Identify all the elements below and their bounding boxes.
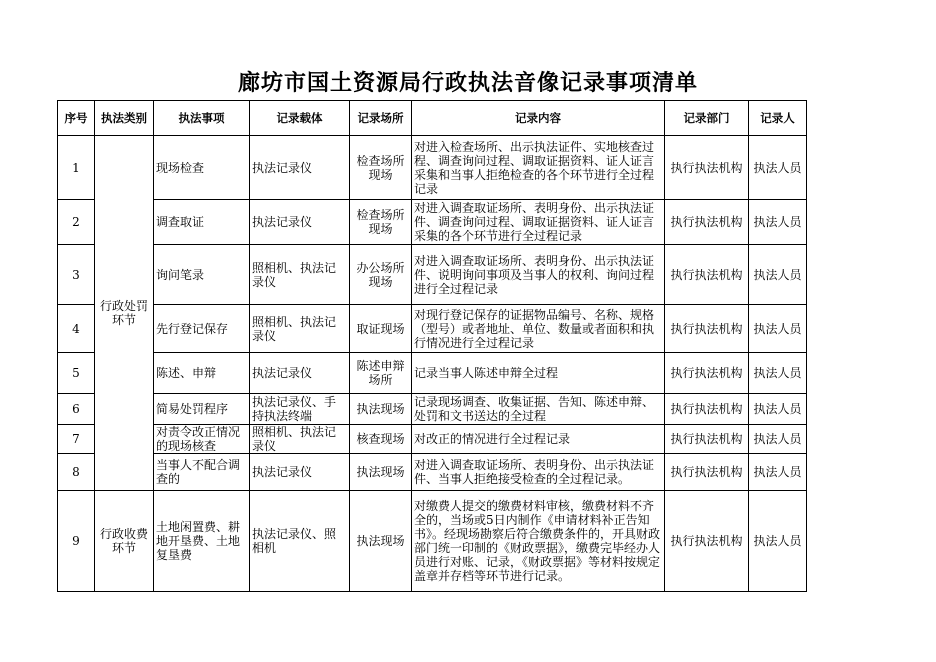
person-cell: 执法人员 bbox=[749, 353, 807, 394]
table-row bbox=[58, 136, 807, 200]
dept-cell: 执行执法机构 bbox=[665, 136, 749, 200]
place-cell: 陈述申辩场所 bbox=[350, 353, 412, 394]
table-row bbox=[58, 305, 807, 353]
row-number: 6 bbox=[58, 394, 95, 425]
person-cell: 执法人员 bbox=[749, 491, 807, 592]
carrier-cell: 照相机、执法记录仪 bbox=[250, 305, 350, 353]
carrier-cell: 执法记录仪、照相机 bbox=[250, 491, 350, 592]
table-row bbox=[58, 394, 807, 425]
header-cell: 记录部门 bbox=[665, 101, 749, 136]
carrier-cell: 照相机、执法记录仪 bbox=[250, 425, 350, 454]
place-cell: 执法现场 bbox=[350, 454, 412, 491]
header-cell: 记录场所 bbox=[350, 101, 412, 136]
item-cell: 询问笔录 bbox=[154, 245, 250, 305]
dept-cell: 执行执法机构 bbox=[665, 305, 749, 353]
carrier-cell: 执法记录仪 bbox=[250, 454, 350, 491]
item-cell: 调查取证 bbox=[154, 200, 250, 245]
table-row bbox=[58, 491, 807, 592]
carrier-cell: 照相机、执法记录仪 bbox=[250, 245, 350, 305]
table-row bbox=[58, 454, 807, 491]
content-cell: 记录现场调查、收集证据、告知、陈述申辩、处罚和文书送达的全过程 bbox=[412, 394, 665, 425]
header-cell: 记录人 bbox=[749, 101, 807, 136]
row-number: 9 bbox=[58, 491, 95, 592]
header-cell: 序号 bbox=[58, 101, 95, 136]
dept-cell: 执行执法机构 bbox=[665, 454, 749, 491]
carrier-cell: 执法记录仪、手持执法终端 bbox=[250, 394, 350, 425]
row-number: 5 bbox=[58, 353, 95, 394]
dept-cell: 执行执法机构 bbox=[665, 245, 749, 305]
dept-cell: 执行执法机构 bbox=[665, 425, 749, 454]
person-cell: 执法人员 bbox=[749, 200, 807, 245]
table-row bbox=[58, 353, 807, 394]
place-cell: 取证现场 bbox=[350, 305, 412, 353]
table-row bbox=[58, 200, 807, 245]
place-cell: 核查现场 bbox=[350, 425, 412, 454]
person-cell: 执法人员 bbox=[749, 245, 807, 305]
content-cell: 对进入调查取证场所、表明身份、出示执法证件、说明询问事项及当事人的权利、询问过程进行全过程记录 bbox=[412, 245, 665, 305]
person-cell: 执法人员 bbox=[749, 136, 807, 200]
content-cell: 对改正的情况进行全过程记录 bbox=[412, 425, 665, 454]
person-cell: 执法人员 bbox=[749, 305, 807, 353]
content-cell: 对进入调查取证场所、表明身份、出示执法证件、调查询问过程、调取证据资料、证人证言采集的各个环节进行全过程记录 bbox=[412, 200, 665, 245]
dept-cell: 执行执法机构 bbox=[665, 200, 749, 245]
records-table bbox=[57, 100, 807, 592]
row-number: 1 bbox=[58, 136, 95, 200]
place-cell: 检查场所现场 bbox=[350, 200, 412, 245]
place-cell: 执法现场 bbox=[350, 394, 412, 425]
place-cell: 执法现场 bbox=[350, 491, 412, 592]
carrier-cell: 执法记录仪 bbox=[250, 136, 350, 200]
person-cell: 执法人员 bbox=[749, 454, 807, 491]
dept-cell: 执行执法机构 bbox=[665, 491, 749, 592]
item-cell: 陈述、申辩 bbox=[154, 353, 250, 394]
item-cell: 简易处罚程序 bbox=[154, 394, 250, 425]
row-number: 2 bbox=[58, 200, 95, 245]
content-cell: 对进入调查取证场所、表明身份、出示执法证件、当事人拒绝接受检查的全过程记录。 bbox=[412, 454, 665, 491]
header-cell: 执法事项 bbox=[154, 101, 250, 136]
person-cell: 执法人员 bbox=[749, 425, 807, 454]
person-cell: 执法人员 bbox=[749, 394, 807, 425]
row-number: 8 bbox=[58, 454, 95, 491]
page-title: 廊坊市国土资源局行政执法音像记录事项清单 bbox=[237, 71, 698, 96]
carrier-cell: 执法记录仪 bbox=[250, 353, 350, 394]
header-cell: 记录载体 bbox=[250, 101, 350, 136]
content-cell: 对缴费人提交的缴费材料审核，缴费材料不齐全的，当场或5日内制作《申请材料补正告知书》。经现场勘察后符合缴费条件的，开具财政部门统一印制的《财政票据》，缴费完毕经办人员进行对账、记录，《财政票据》等材料按规定盖章并存档等环节进行记录。 bbox=[412, 491, 665, 592]
item-cell: 当事人不配合调查的 bbox=[154, 454, 250, 491]
table-row bbox=[58, 245, 807, 305]
item-cell: 土地闲置费、耕地开垦费、土地复垦费 bbox=[154, 491, 250, 592]
dept-cell: 执行执法机构 bbox=[665, 353, 749, 394]
row-number: 4 bbox=[58, 305, 95, 353]
category-cell: 行政收费环节 bbox=[95, 491, 154, 592]
category-cell: 行政处罚环节 bbox=[95, 136, 154, 491]
item-cell: 先行登记保存 bbox=[154, 305, 250, 353]
header-row bbox=[58, 101, 807, 136]
carrier-cell: 执法记录仪 bbox=[250, 200, 350, 245]
content-cell: 对现行登记保存的证据物品编号、名称、规格（型号）或者地址、单位、数量或者面积和执行情况进行全过程记录 bbox=[412, 305, 665, 353]
place-cell: 办公场所现场 bbox=[350, 245, 412, 305]
place-cell: 检查场所现场 bbox=[350, 136, 412, 200]
item-cell: 对责令改正情况的现场核查 bbox=[154, 425, 250, 454]
content-cell: 记录当事人陈述申辩全过程 bbox=[412, 353, 665, 394]
header-cell: 记录内容 bbox=[412, 101, 665, 136]
header-cell: 执法类别 bbox=[95, 101, 154, 136]
row-number: 7 bbox=[58, 425, 95, 454]
dept-cell: 执行执法机构 bbox=[665, 394, 749, 425]
row-number: 3 bbox=[58, 245, 95, 305]
content-cell: 对进入检查场所、出示执法证件、实地核查过程、调查询问过程、调取证据资料、证人证言采集和当事人拒绝检查的各个环节进行全过程记录 bbox=[412, 136, 665, 200]
table-row bbox=[58, 425, 807, 454]
item-cell: 现场检查 bbox=[154, 136, 250, 200]
